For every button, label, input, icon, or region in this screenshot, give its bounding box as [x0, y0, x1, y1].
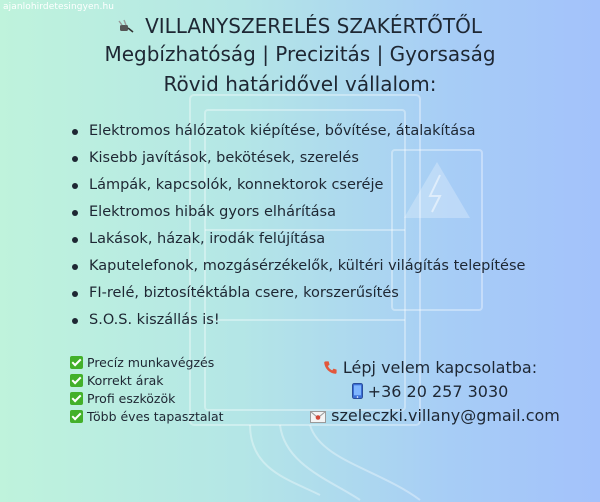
service-item: Kisebb javítások, bekötések, szerelés [72, 145, 525, 172]
plug-icon [118, 18, 139, 37]
feature-item [70, 408, 224, 426]
subtitle: Megbízhatóság | Precizitás | Gyorsaság [104, 42, 496, 66]
email-line[interactable] [310, 404, 560, 428]
phone-line[interactable] [300, 380, 560, 404]
envelope-icon [310, 406, 326, 430]
check-mark-icon [70, 356, 83, 369]
mobile-phone-icon [352, 382, 363, 406]
features-list [70, 354, 224, 426]
service-item: FI-relé, biztosítéktábla csere, korszerűsítés [72, 280, 525, 307]
service-item: Elektromos hibák gyors elhárítása [72, 199, 525, 226]
check-mark-icon [70, 374, 83, 387]
feature-item [70, 354, 224, 372]
title-text: VILLANYSZERELÉS SZAKÉRTŐTŐL [145, 14, 482, 38]
contact-heading [300, 356, 560, 380]
phone-number[interactable]: +36 20 257 3030 [367, 382, 509, 401]
check-mark-icon [70, 392, 83, 405]
feature-item [70, 372, 224, 390]
page-title [0, 14, 600, 38]
feature-label: Több éves tapasztalat [87, 409, 224, 424]
service-item: Lakások, házak, irodák felújítása [72, 226, 525, 253]
service-item: Kaputelefonok, mozgásérzékelők, kültéri világítás telepítése [72, 253, 525, 280]
feature-label: Profi eszközök [87, 391, 176, 406]
service-item: Elektromos hálózatok kiépítése, bővítése, átalakítása [72, 118, 525, 145]
services-intro: Rövid határidővel vállalom: [163, 72, 437, 96]
feature-label: Precíz munkavégzés [87, 355, 215, 370]
feature-label: Korrekt árak [87, 373, 164, 388]
watermark-text: ajanlo​hirdetesingyen.hu [3, 2, 115, 12]
service-item: S.O.S. kiszállás is! [72, 307, 525, 334]
feature-item [70, 390, 224, 408]
contact-heading-text: Lépj velem kapcsolatba: [342, 358, 538, 377]
check-mark-icon [70, 410, 83, 423]
contact-block [300, 356, 560, 428]
service-item: Lámpák, kapcsolók, konnektorok cseréje [72, 172, 525, 199]
services-list [72, 118, 525, 334]
telephone-icon [323, 358, 338, 382]
email-address[interactable]: szeleczki.villany@gmail.com [331, 406, 560, 425]
